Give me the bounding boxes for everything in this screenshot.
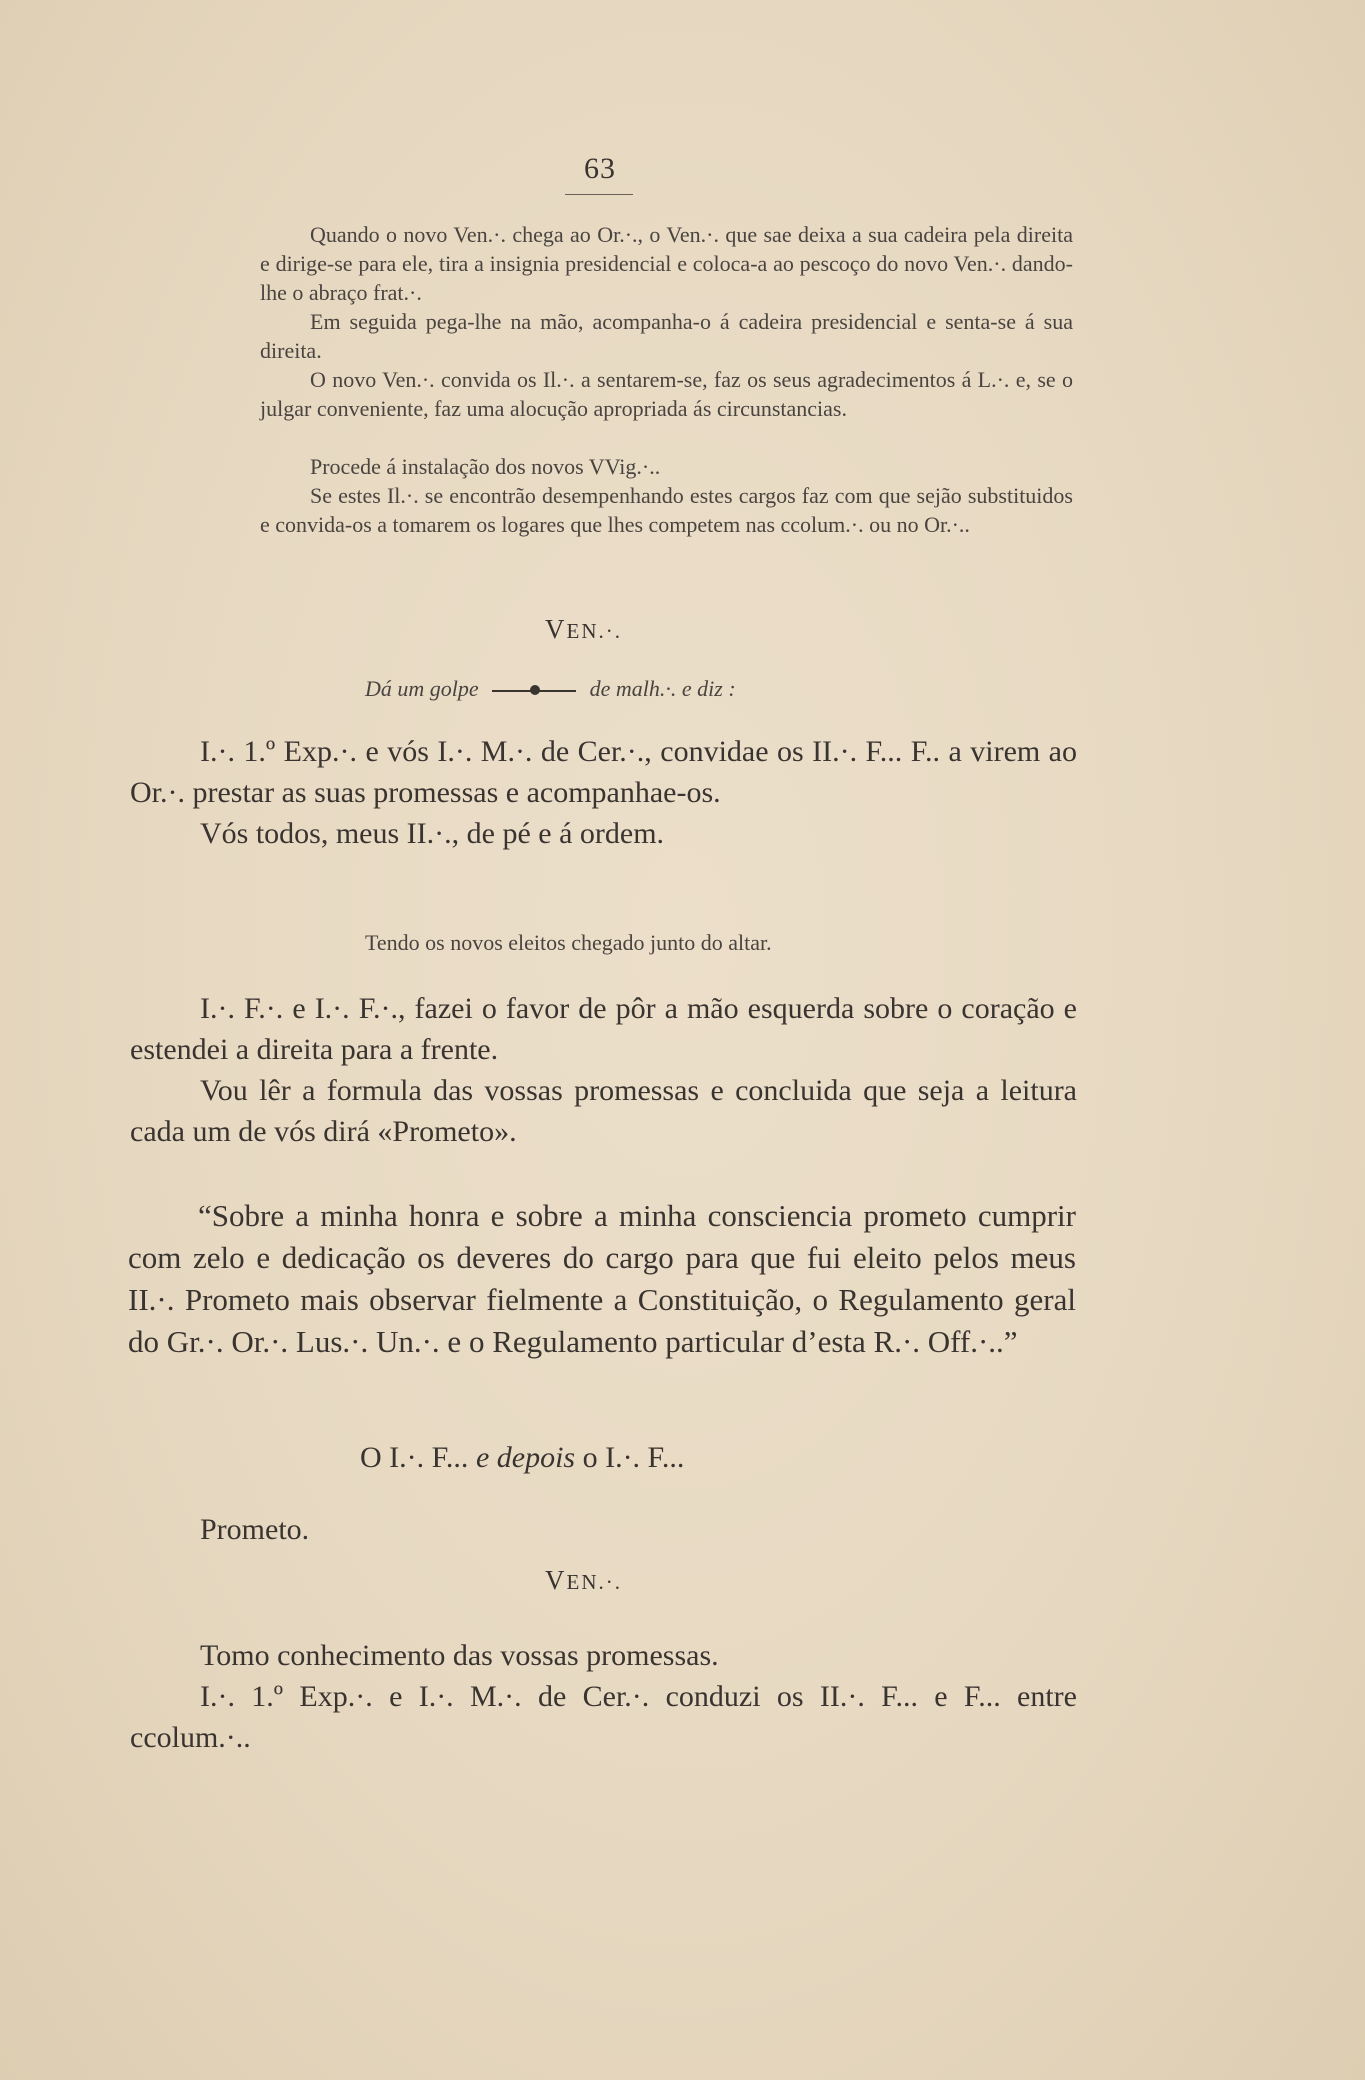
intro-paragraph-1: Quando o novo Ven.·. chega ao Or.·., o Ven.·. que sae deixa a sua cadeira pela direita e dirige-se para ele, tira a insignia presidencial e coloca-a ao pescoço do novo Ven.·. dando-lhe o abraço frat.·.	[260, 222, 1073, 305]
intro-paragraph-4-wrap	[310, 452, 1073, 481]
speaker-venerable-1	[545, 614, 622, 645]
stage-order-b: e depois	[475, 1441, 576, 1474]
intro-paragraph-2-wrap	[260, 307, 1073, 365]
speech-2	[130, 988, 1077, 1152]
stage-direction-order	[360, 1437, 684, 1478]
intro-text	[260, 220, 1073, 307]
speaker-initial: V	[545, 614, 567, 644]
speaker-initial: V	[545, 1565, 567, 1595]
speech-1-paragraph-1: I.·. 1.º Exp.·. e vós I.·. M.·. de Cer.·., convidae os II.·. F... F.. a virem ao Or.·. prestar as suas promessas e acompanhae-os.	[130, 735, 1077, 809]
speech-2-paragraph-1: I.·. F.·. e I.·. F.·., fazei o favor de pôr a mão esquerda sobre o coração e estendei a direita para a frente.	[130, 992, 1077, 1066]
oath-text	[128, 1195, 1076, 1363]
stage-before: Dá um golpe	[365, 676, 479, 701]
intro-paragraph-2: Em seguida pega-lhe na mão, acompanha-o á cadeira presidencial e senta-se á sua direita.	[260, 309, 1073, 363]
intro-paragraph-3-wrap	[260, 365, 1073, 423]
stage-after: de malh.·. e diz :	[589, 676, 736, 701]
intro-paragraph-5-wrap	[260, 481, 1073, 539]
gavel-mark-icon	[492, 690, 576, 692]
stage-note-altar: Tendo os novos eleitos chegado junto do altar.	[365, 930, 772, 955]
speech-3-paragraph-1: Tomo conhecimento das vossas promessas.	[200, 1639, 719, 1672]
response-prometo: Prometo.	[200, 1513, 310, 1546]
speech-3	[130, 1635, 1077, 1758]
speech-1	[130, 731, 1077, 854]
intro-paragraph-5: Se estes Il.·. se encontrão desempenhando estes cargos faz com que sejão substituidos e convida-os a tomarem os logares que lhes competem nas ccolum.·. ou no Or.·..	[260, 483, 1073, 537]
intro-paragraph-3: O novo Ven.·. convida os Il.·. a sentarem-se, faz os seus agradecimentos á L.·. e, se o julgar conveniente, faz uma alocução apropriada ás circunstancias.	[260, 367, 1073, 421]
speaker-rest: EN.·.	[566, 1570, 622, 1594]
page-number: 63	[584, 152, 616, 185]
intro-paragraph-4: Procede á instalação dos novos VVig.·..	[310, 454, 661, 479]
page-number-rule	[565, 194, 633, 195]
speech-3-paragraph-2: I.·. 1.º Exp.·. e I.·. M.·. de Cer.·. conduzi os II.·. F... e F... entre ccolum.·..	[130, 1680, 1077, 1754]
speech-2-paragraph-2: Vou lêr a formula das vossas promessas e concluida que seja a leitura cada um de vós dirá «Prometo».	[130, 1074, 1077, 1148]
stage-order-c: o I.·. F...	[582, 1441, 685, 1474]
oath-paragraph: “Sobre a minha honra e sobre a minha consciencia prometo cumprir com zelo e dedicação os deveres do cargo para que fui eleito pelos meus II.·. Prometo mais observar fielmente a Constituição, o Regulamento geral do Gr.·. Or.·. Lus.·. Un.·. e o Regulamento particular d’esta R.·. Off.·..”	[128, 1198, 1076, 1359]
speaker-venerable-2	[545, 1565, 622, 1596]
stage-order-a: O I.·. F...	[360, 1441, 469, 1474]
stage-direction-gavel	[365, 676, 736, 702]
speaker-rest: EN.·.	[566, 619, 622, 643]
speech-1-paragraph-2: Vós todos, meus II.·., de pé e á ordem.	[200, 817, 665, 850]
